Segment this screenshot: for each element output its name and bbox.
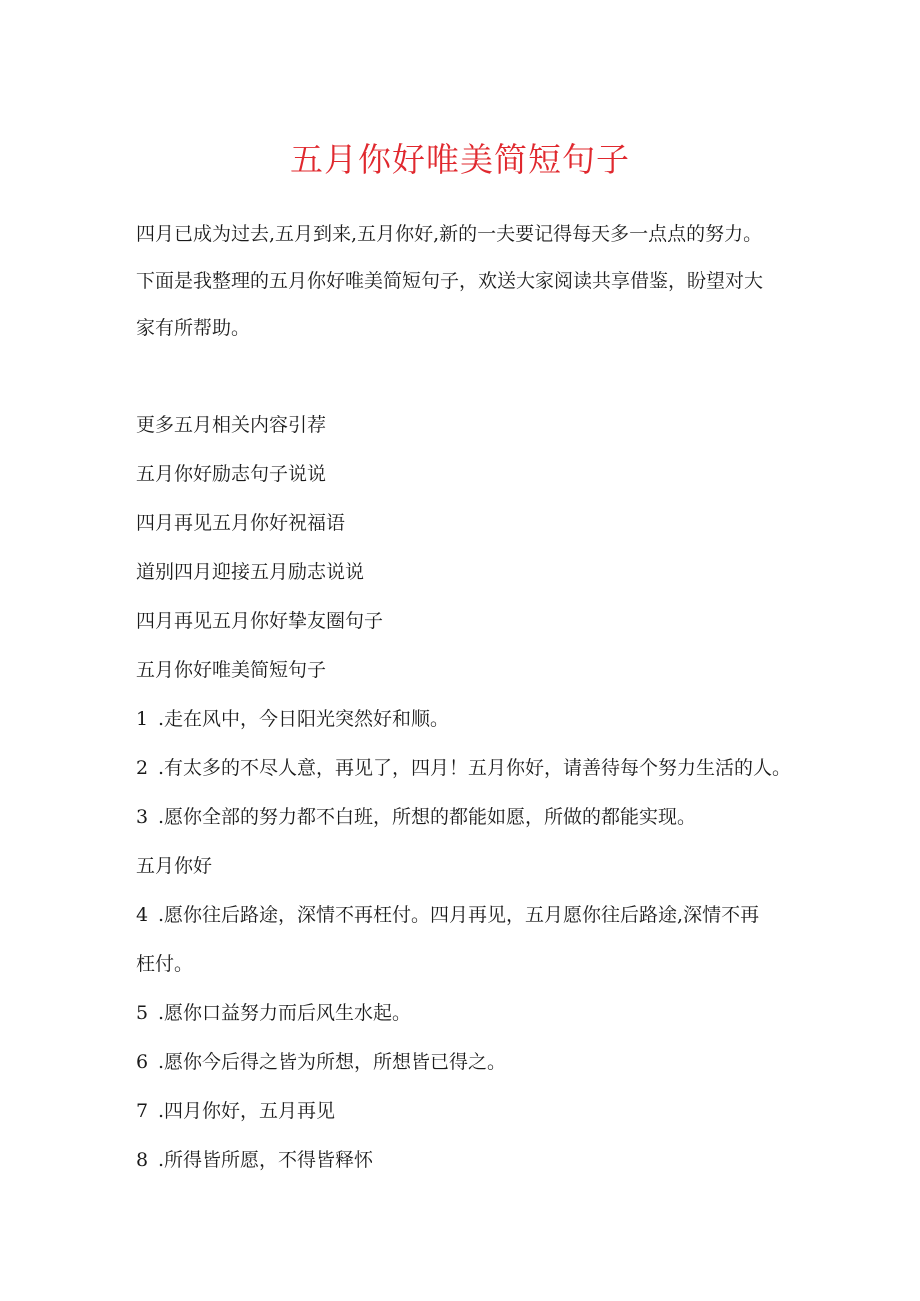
related-link[interactable]: 四月再见五月你好祝福语 bbox=[136, 512, 346, 534]
related-link[interactable]: 四月再见五月你好挚友圈句子 bbox=[136, 610, 384, 632]
intro-line: 下面是我整理的五月你好唯美简短句子，欢送大家阅读共享借鉴，盼望对大 bbox=[136, 270, 764, 292]
related-link[interactable]: 五月你好唯美简短句子 bbox=[136, 659, 327, 681]
list-item-continuation: 枉付。 bbox=[136, 953, 194, 975]
related-heading: 更多五月相关内容引荐 bbox=[136, 414, 327, 436]
intro-line: 四月已成为过去,五月到来,五月你好,新的一夫要记得每天多一点点的努力。 bbox=[136, 223, 763, 245]
list-item-number: 7 bbox=[136, 1100, 149, 1122]
list-item bbox=[136, 704, 816, 734]
list-item-number: 1 bbox=[136, 708, 149, 730]
list-item-number: 2 bbox=[136, 757, 149, 779]
list-item-text: .有太多的不尽人意，再见了，四月！五月你好，请善待每个努力生活的人。 bbox=[158, 757, 792, 779]
subheading: 五月你好 bbox=[136, 855, 213, 877]
list-item bbox=[136, 802, 816, 832]
list-item-number: 4 bbox=[136, 904, 149, 926]
list-item-text: .愿你往后路途，深情不再枉付。四月再见，五月愿你往后路途,深情不再 bbox=[158, 904, 760, 926]
intro-paragraph bbox=[136, 211, 816, 352]
list-item-text: .走在风中，今日阳光突然好和顺。 bbox=[158, 708, 450, 730]
list-item bbox=[136, 998, 816, 1028]
list-item-number: 8 bbox=[136, 1149, 149, 1171]
list-item-number: 6 bbox=[136, 1051, 149, 1073]
document-title: 五月你好唯美简短句子 bbox=[290, 140, 630, 179]
list-item bbox=[136, 1145, 816, 1175]
list-item bbox=[136, 900, 816, 930]
list-item-number: 5 bbox=[136, 1002, 149, 1024]
related-link[interactable]: 五月你好励志句子说说 bbox=[136, 463, 327, 485]
list-item bbox=[136, 753, 816, 783]
list-item-text: .愿你今后得之皆为所想，所想皆已得之。 bbox=[158, 1051, 507, 1073]
list-item bbox=[136, 1096, 816, 1126]
list-item-number: 3 bbox=[136, 806, 149, 828]
list-item-text: .愿你口益努力而后风生水起。 bbox=[158, 1002, 412, 1024]
list-item bbox=[136, 1047, 816, 1077]
list-item-text: .所得皆所愿，不得皆释怀 bbox=[158, 1149, 374, 1171]
list-item-text: .愿你全部的努力都不白班，所想的都能如愿，所做的都能实现。 bbox=[158, 806, 697, 828]
related-link[interactable]: 道别四月迎接五月励志说说 bbox=[136, 561, 365, 583]
list-item-text: .四月你好，五月再见 bbox=[158, 1100, 336, 1122]
intro-line: 家有所帮助。 bbox=[136, 317, 251, 339]
